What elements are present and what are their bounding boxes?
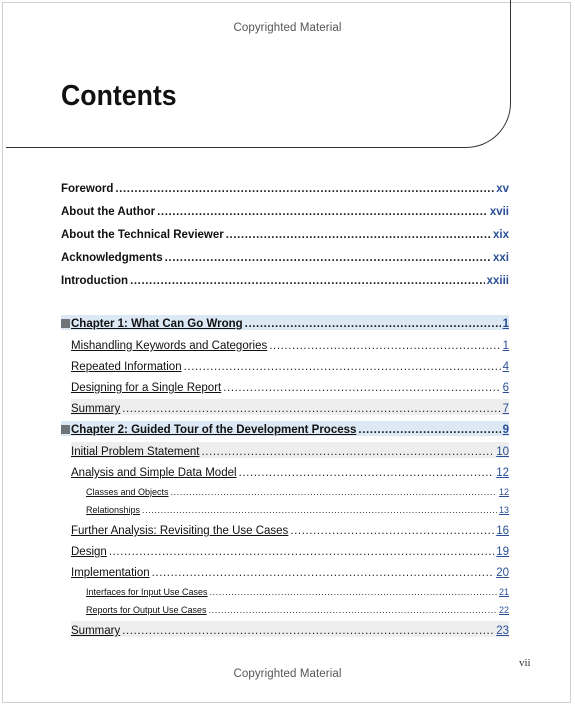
chapter-page[interactable]: 1 <box>502 318 509 330</box>
section-title[interactable]: Summary <box>71 625 121 637</box>
copyright-bottom: Copyrighted Material <box>233 668 342 680</box>
dot-leader <box>109 547 494 559</box>
toc-entry-acknowledgments[interactable] <box>61 248 509 264</box>
section-page[interactable]: 23 <box>496 625 509 637</box>
section-page[interactable]: 12 <box>496 467 509 479</box>
dot-leader <box>171 488 497 497</box>
section-title[interactable]: Implementation <box>71 567 150 579</box>
toc-section[interactable] <box>71 399 509 415</box>
toc-section[interactable] <box>71 521 509 537</box>
dot-leader <box>115 184 494 196</box>
section-page[interactable]: 19 <box>496 546 509 558</box>
chapter-bullet-icon <box>61 425 70 434</box>
toc-entry-technical-reviewer[interactable] <box>61 225 509 241</box>
subsection-page[interactable]: 21 <box>498 587 509 597</box>
dot-leader <box>130 276 485 288</box>
subsection-page[interactable]: 12 <box>498 487 509 497</box>
dot-leader <box>157 207 488 219</box>
toc-chapter-1[interactable] <box>61 315 509 330</box>
subsection-page[interactable]: 13 <box>498 505 509 515</box>
subsection-title[interactable]: Reports for Output Use Cases <box>86 605 207 615</box>
page-title: Contents <box>61 80 177 112</box>
subsection-title[interactable]: Relationships <box>86 505 141 515</box>
section-title[interactable]: Designing for a Single Report <box>71 382 222 394</box>
copyright-top: Copyrighted Material <box>233 22 342 34</box>
toc-section[interactable] <box>71 563 509 579</box>
toc-entry-introduction[interactable] <box>61 271 509 287</box>
section-title[interactable]: Design <box>71 546 107 558</box>
entry-title: About the Author <box>61 206 156 218</box>
dot-leader <box>184 362 501 374</box>
section-page[interactable]: 10 <box>496 446 509 458</box>
dot-leader <box>245 319 501 331</box>
toc-section[interactable] <box>71 463 509 479</box>
toc-entry-about-author[interactable] <box>61 202 509 218</box>
section-title[interactable]: Mishandling Keywords and Categories <box>71 340 268 352</box>
chapter-title: Chapter 1: What Can Go Wrong <box>71 318 243 330</box>
dot-leader <box>122 404 500 416</box>
toc-section[interactable] <box>71 357 509 373</box>
dot-leader <box>269 341 500 353</box>
entry-title: Foreword <box>61 183 114 195</box>
section-title[interactable]: Further Analysis: Revisiting the Use Cases <box>71 525 289 537</box>
chapter-bullet-icon <box>61 319 70 328</box>
section-title[interactable]: Initial Problem Statement <box>71 446 200 458</box>
entry-page[interactable]: xxiii <box>486 275 509 287</box>
section-page[interactable]: 1 <box>502 340 509 352</box>
toc-section[interactable] <box>71 336 509 352</box>
section-page[interactable]: 16 <box>496 525 509 537</box>
subsection-title[interactable]: Interfaces for Input Use Cases <box>86 587 208 597</box>
section-page[interactable]: 4 <box>502 361 509 373</box>
section-title[interactable]: Analysis and Simple Data Model <box>71 467 237 479</box>
page-number: vii <box>519 657 531 669</box>
dot-leader <box>201 447 494 459</box>
dot-leader <box>142 506 497 515</box>
dot-leader <box>358 425 500 437</box>
toc-subsection[interactable] <box>86 602 509 615</box>
dot-leader <box>210 588 497 597</box>
subsection-page[interactable]: 22 <box>498 605 509 615</box>
entry-title: About the Technical Reviewer <box>61 229 224 241</box>
toc-section[interactable] <box>71 542 509 558</box>
toc-section[interactable] <box>71 442 509 458</box>
toc-section[interactable] <box>71 621 509 637</box>
entry-page[interactable]: xv <box>496 183 509 195</box>
entry-page[interactable]: xix <box>493 229 509 241</box>
dot-leader <box>165 253 491 265</box>
chapter-title: Chapter 2: Guided Tour of the Development Process <box>71 424 357 436</box>
toc-subsection[interactable] <box>86 584 509 597</box>
toc-section[interactable] <box>71 378 509 394</box>
section-page[interactable]: 6 <box>502 382 509 394</box>
entry-title: Acknowledgments <box>61 252 163 264</box>
toc-entry-foreword[interactable] <box>61 179 509 195</box>
toc-subsection[interactable] <box>86 484 509 497</box>
dot-leader <box>290 526 494 538</box>
entry-page[interactable]: xxi <box>493 252 509 264</box>
dot-leader <box>239 468 495 480</box>
section-title[interactable]: Summary <box>71 403 121 415</box>
dot-leader <box>122 626 494 638</box>
toc-chapter-2[interactable] <box>61 421 509 436</box>
entry-page[interactable]: xvii <box>489 206 509 218</box>
section-page[interactable]: 7 <box>502 403 509 415</box>
chapter-page[interactable]: 9 <box>502 424 509 436</box>
dot-leader <box>226 230 491 242</box>
section-page[interactable]: 20 <box>496 567 509 579</box>
dot-leader <box>152 568 495 580</box>
subsection-title[interactable]: Classes and Objects <box>86 487 169 497</box>
dot-leader <box>223 383 500 395</box>
toc-subsection[interactable] <box>86 502 509 515</box>
dot-leader <box>209 606 497 615</box>
section-title[interactable]: Repeated Information <box>71 361 182 373</box>
entry-title: Introduction <box>61 275 129 287</box>
